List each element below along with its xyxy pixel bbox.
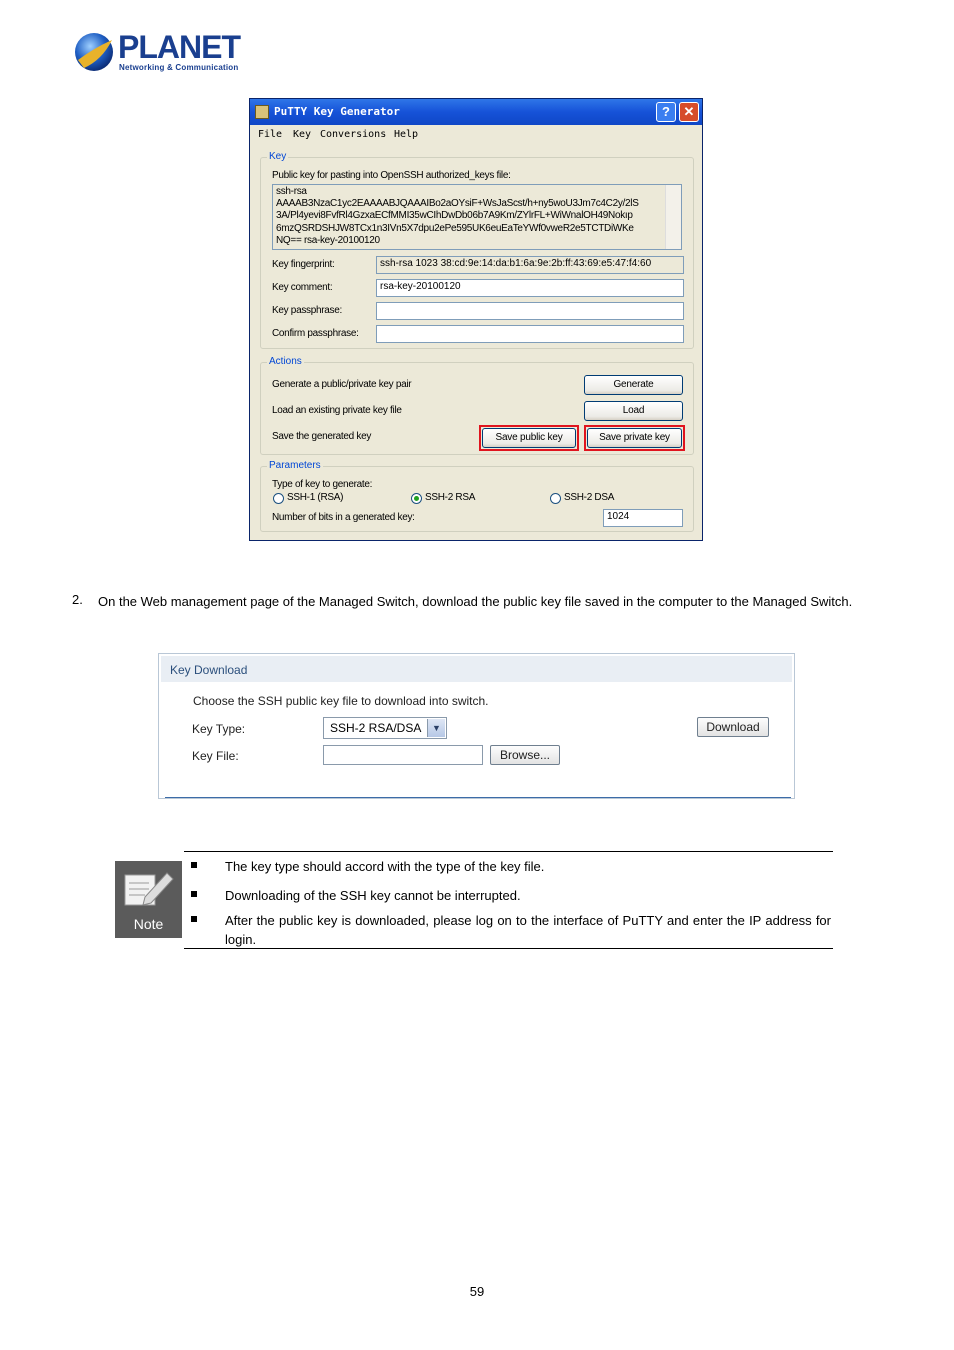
public-key-line: NQ== rsa-key-20100120: [276, 234, 380, 246]
key-file-input[interactable]: [323, 745, 483, 765]
public-key-line: 3A/Pl4yevi8FvfRl4GzxaECfMMI35wCIhDwDb06b7A9Km/ZYlrFL+WiWnalOH49Nokıp: [276, 210, 633, 222]
key-type-select[interactable]: [323, 717, 447, 739]
radio-ssh1-rsa[interactable]: [273, 493, 284, 504]
key-group-label: Key: [269, 151, 287, 162]
menu-conversions[interactable]: Conversions: [320, 129, 387, 140]
radio-ssh2-dsa[interactable]: [550, 493, 561, 504]
putty-window: [249, 98, 703, 541]
note-top-rule: [184, 851, 833, 852]
menu-key[interactable]: Key: [293, 129, 312, 140]
radio-ssh2-rsa-label: SSH-2 RSA: [425, 492, 476, 503]
note-item: The key type should accord with the type of the key file.: [225, 859, 545, 874]
menu-file[interactable]: File: [258, 129, 283, 140]
window-title: PuTTY Key Generator: [274, 105, 400, 118]
key-download-title: Key Download: [170, 663, 248, 677]
panel-bottom-line: [165, 797, 791, 798]
pencil-note-icon: [115, 861, 182, 917]
bits-field[interactable]: 1024: [603, 509, 683, 527]
key-type-label: Type of key to generate:: [272, 479, 373, 490]
fingerprint-field[interactable]: ssh-rsa 1023 38:cd:9e:14:da:b1:6a:9e:2b:ff:43:69:e5:47:f4:60: [376, 256, 684, 274]
close-button[interactable]: [679, 102, 699, 122]
note-item: After the public key is downloaded, please log on to the interface of PuTTY and enter the IP address for login.: [225, 913, 831, 947]
comment-label: Key comment:: [272, 282, 333, 293]
note-item: Downloading of the SSH key cannot be interrupted.: [225, 888, 521, 903]
menu-bar: [250, 126, 702, 144]
bullet-icon: [191, 862, 197, 868]
putty-app-icon: [255, 105, 269, 119]
passphrase-field[interactable]: [376, 302, 684, 320]
generate-button[interactable]: Generate: [584, 375, 683, 395]
load-button[interactable]: Load: [584, 401, 683, 421]
help-button[interactable]: ?: [656, 102, 676, 122]
actions-group-label: Actions: [269, 356, 302, 367]
key-file-label: Key File:: [192, 749, 239, 763]
parameters-group-label: Parameters: [269, 460, 321, 471]
save-text: Save the generated key: [272, 431, 372, 442]
bullet-icon: [191, 916, 197, 922]
public-key-line: AAAAB3NzaC1yc2EAAAABJQAAAIBo2aOYsiF+WsJaScst/h+ny5woU3Jm7c4C2y/2lS: [276, 198, 639, 210]
key-download-panel: [158, 653, 795, 799]
globe-icon: [72, 30, 116, 74]
key-type-label: Key Type:: [192, 722, 246, 736]
step-number: 2.: [72, 592, 83, 607]
key-download-header: [161, 656, 792, 682]
radio-ssh1-rsa-label: SSH-1 (RSA): [287, 492, 344, 503]
logo-brand: PLANET: [118, 29, 240, 65]
close-icon: ✕: [683, 104, 695, 119]
page-number: 59: [469, 1284, 485, 1299]
key-download-instruction: Choose the SSH public key file to download into switch.: [193, 694, 489, 708]
comment-field[interactable]: rsa-key-20100120: [376, 279, 684, 297]
step-text: On the Web management page of the Managed Switch, download the public key file saved in the computer to the Managed Switch.: [98, 594, 853, 609]
key-type-value: SSH-2 RSA/DSA: [330, 721, 422, 735]
planet-logo: [72, 30, 118, 75]
logo-tagline: Networking & Communication: [119, 63, 239, 72]
bits-label: Number of bits in a generated key:: [272, 512, 415, 523]
public-key-line: 6mzQSRDSHJW8TCx1n3IVn5X7dpu2ePe595UK6euEaTeYWf0vweR2e5TCTDiWKe: [276, 222, 634, 234]
fingerprint-label: Key fingerprint:: [272, 259, 335, 270]
load-text: Load an existing private key file: [272, 405, 402, 416]
note-label: Note: [133, 916, 164, 932]
chevron-down-icon: ▼: [427, 719, 445, 737]
passphrase-label: Key passphrase:: [272, 305, 342, 316]
download-button[interactable]: Download: [697, 717, 769, 737]
save-public-key-button[interactable]: Save public key: [482, 428, 576, 448]
confirm-passphrase-label: Confirm passphrase:: [272, 328, 359, 339]
menu-help[interactable]: Help: [394, 129, 419, 140]
radio-ssh2-rsa[interactable]: [411, 493, 422, 504]
note-icon: [115, 861, 182, 938]
save-private-key-button[interactable]: Save private key: [587, 428, 682, 448]
public-key-line: ssh-rsa: [276, 186, 307, 197]
browse-button[interactable]: Browse...: [490, 745, 560, 765]
radio-ssh2-dsa-label: SSH-2 DSA: [564, 492, 615, 503]
public-key-label: Public key for pasting into OpenSSH authorized_keys file:: [272, 170, 511, 181]
generate-text: Generate a public/private key pair: [272, 379, 412, 390]
title-bar: [250, 99, 702, 125]
public-key-textarea[interactable]: [272, 184, 682, 250]
public-key-scrollbar[interactable]: [665, 185, 681, 249]
confirm-passphrase-field[interactable]: [376, 325, 684, 343]
bullet-icon: [191, 891, 197, 897]
